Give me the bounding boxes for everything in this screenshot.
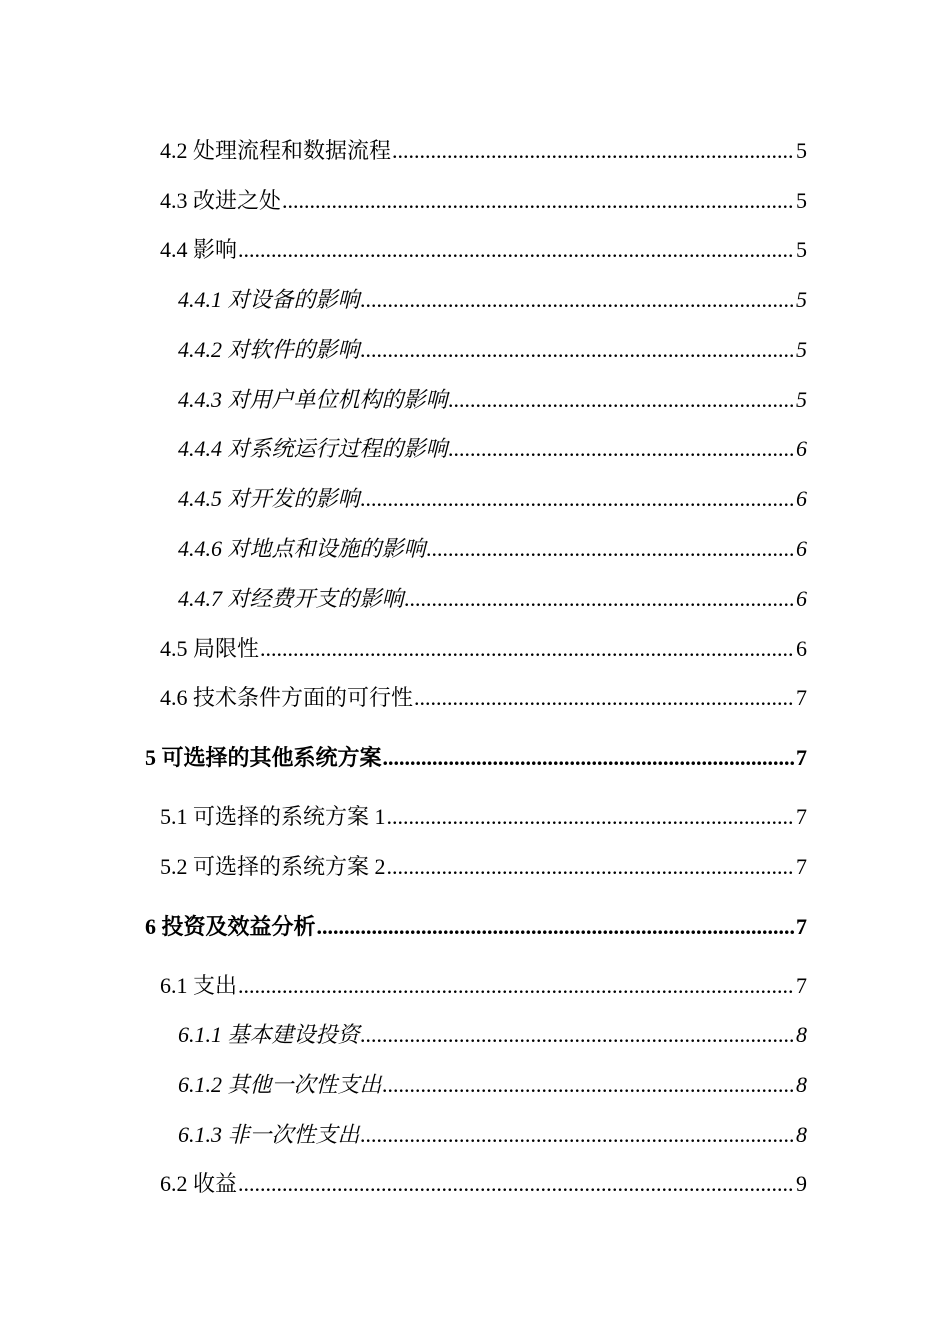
toc-page-number: 8 xyxy=(796,1122,807,1147)
toc-entry-label: 4.4.3 对用户单位机构的影响 xyxy=(178,387,448,412)
dot-leader xyxy=(383,1068,795,1102)
toc-entry-label: 4.4.2 对软件的影响 xyxy=(178,337,360,362)
toc-entry[interactable] xyxy=(160,1167,807,1201)
toc-entry[interactable] xyxy=(160,134,807,168)
dot-leader xyxy=(449,432,795,466)
toc-entry[interactable] xyxy=(178,333,807,367)
toc-entry[interactable] xyxy=(178,383,807,417)
toc-entry-label: 4.5 局限性 xyxy=(160,636,260,661)
dot-leader xyxy=(361,1018,795,1052)
toc-page-number: 5 xyxy=(796,337,807,362)
toc-entry-label: 4.2 处理流程和数据流程 xyxy=(160,138,392,163)
toc-entry[interactable] xyxy=(160,233,807,267)
toc-page-number: 7 xyxy=(796,804,807,829)
toc-entry-label: 4.3 改进之处 xyxy=(160,188,282,213)
toc-page-number: 8 xyxy=(796,1022,807,1047)
toc-entry[interactable] xyxy=(160,184,807,218)
toc-page-number: 6 xyxy=(796,486,807,511)
toc-page-number: 5 xyxy=(796,387,807,412)
toc-entry[interactable] xyxy=(178,432,807,466)
toc-entry-label: 6.1.2 其他一次性支出 xyxy=(178,1072,382,1097)
toc-entry-label: 6 投资及效益分析 xyxy=(145,914,316,939)
toc-entry-label: 4.4.7 对经费开支的影响 xyxy=(178,586,404,611)
toc-entry[interactable] xyxy=(178,582,807,616)
toc-entry[interactable] xyxy=(160,681,807,715)
toc-page-number: 5 xyxy=(796,287,807,312)
toc-entry[interactable] xyxy=(160,969,807,1003)
toc-entry-label: 4.4.4 对系统运行过程的影响 xyxy=(178,436,448,461)
dot-leader xyxy=(383,741,795,775)
toc-entry-chapter[interactable] xyxy=(145,910,807,944)
toc-entry-label: 4.4 影响 xyxy=(160,237,238,262)
dot-leader xyxy=(361,283,795,317)
toc-page-number: 7 xyxy=(796,745,807,770)
dot-leader xyxy=(238,969,795,1003)
toc-entry-label: 4.6 技术条件方面的可行性 xyxy=(160,685,414,710)
toc-entry-label: 6.2 收益 xyxy=(160,1171,238,1196)
toc-page-number: 9 xyxy=(796,1171,807,1196)
dot-leader xyxy=(238,1167,795,1201)
toc-entry-label: 4.4.5 对开发的影响 xyxy=(178,486,360,511)
toc-entry[interactable] xyxy=(178,1068,807,1102)
dot-leader xyxy=(392,134,795,168)
toc-page-number: 6 xyxy=(796,436,807,461)
dot-leader xyxy=(449,383,795,417)
dot-leader xyxy=(361,1118,795,1152)
toc-entry-label: 4.4.6 对地点和设施的影响 xyxy=(178,536,426,561)
toc-page-number: 8 xyxy=(796,1072,807,1097)
toc-page-number: 6 xyxy=(796,586,807,611)
dot-leader xyxy=(361,482,795,516)
toc-entry[interactable] xyxy=(178,1018,807,1052)
dot-leader xyxy=(361,333,795,367)
toc-page-number: 5 xyxy=(796,188,807,213)
dot-leader xyxy=(260,632,795,666)
toc-page-number: 6 xyxy=(796,636,807,661)
dot-leader xyxy=(387,850,795,884)
dot-leader xyxy=(387,800,795,834)
toc-entry[interactable] xyxy=(178,283,807,317)
toc-page-number: 7 xyxy=(796,914,807,939)
dot-leader xyxy=(414,681,795,715)
toc-entry-chapter[interactable] xyxy=(145,741,807,775)
toc-page-number: 6 xyxy=(796,536,807,561)
toc-entry-label: 4.4.1 对设备的影响 xyxy=(178,287,360,312)
toc-page-number: 5 xyxy=(796,237,807,262)
toc-entry-label: 6.1 支出 xyxy=(160,973,238,998)
toc-entry-label: 5.1 可选择的系统方案 1 xyxy=(160,804,386,829)
toc-entry-label: 5.2 可选择的系统方案 2 xyxy=(160,854,386,879)
toc-entry[interactable] xyxy=(178,482,807,516)
toc-entry[interactable] xyxy=(160,800,807,834)
dot-leader xyxy=(427,532,795,566)
toc-entry[interactable] xyxy=(178,532,807,566)
toc-page-number: 5 xyxy=(796,138,807,163)
toc-entry-label: 6.1.1 基本建设投资 xyxy=(178,1022,360,1047)
dot-leader xyxy=(317,910,795,944)
dot-leader xyxy=(405,582,795,616)
toc-entry[interactable] xyxy=(160,850,807,884)
toc-page-number: 7 xyxy=(796,973,807,998)
toc-entry-label: 5 可选择的其他系统方案 xyxy=(145,745,382,770)
toc-entry[interactable] xyxy=(178,1118,807,1152)
toc-entry-label: 6.1.3 非一次性支出 xyxy=(178,1122,360,1147)
dot-leader xyxy=(282,184,795,218)
toc-page-number: 7 xyxy=(796,685,807,710)
toc-entry[interactable] xyxy=(160,632,807,666)
dot-leader xyxy=(238,233,795,267)
toc-page-number: 7 xyxy=(796,854,807,879)
